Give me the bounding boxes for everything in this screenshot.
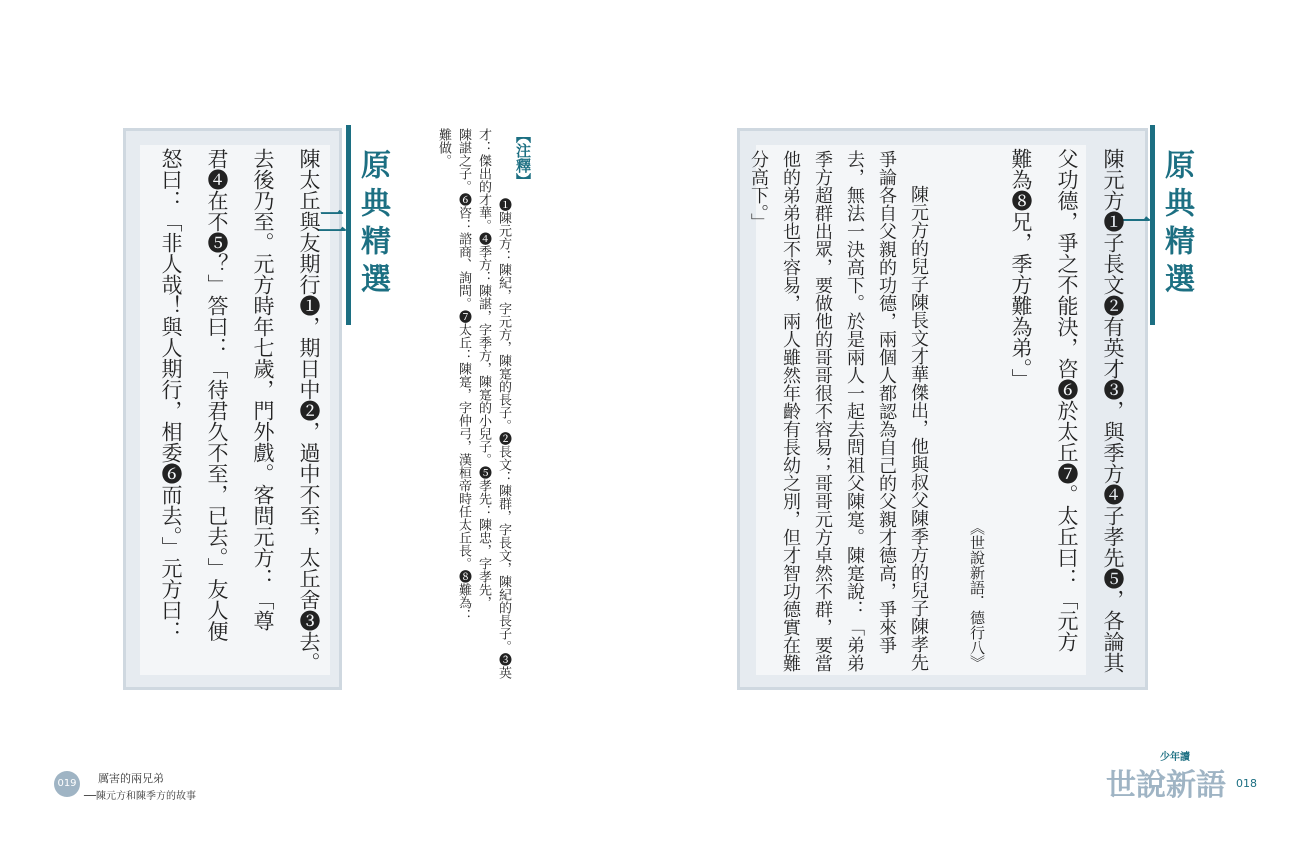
translation-col-6: 分高下。」 <box>748 150 769 231</box>
notes-col-1: ❶陳元方：陳紀，字元方，陳寔的長子。❷長文：陳群，字長文，陳紀的長子。❸英 <box>496 198 511 679</box>
notes-col-4: 難做。 <box>436 128 451 167</box>
source-citation: 《世說新語．德行八》 <box>968 520 986 670</box>
logo-small-text: 少年讀 <box>1160 752 1190 763</box>
original-col-3: 君❹在不❺？」答曰：「待君久不至，已去。」友人便 <box>205 148 229 642</box>
original-col-1: 陳太丘與友期行❶，期日中❷，過中不至，太丘舍❸去。 <box>297 148 321 673</box>
footer-title: 厲害的兩兄弟 <box>98 772 164 785</box>
translation-col-3: 去，無法一決高下。於是兩人一起去問祖父陳寔。陳寔說：「弟弟 <box>844 150 865 672</box>
section-title-2: 原典精選二 <box>346 125 394 325</box>
page-number-right: 018 <box>1236 777 1257 790</box>
original-col-2: 父功德，爭之不能決，咨❻於太丘❼。太丘曰：「元方 <box>1055 148 1079 652</box>
notes-col-2: 才：傑出的才華。❹季方：陳諶，字季方，陳寔的小兒子。❺孝先：陳忠，字孝先， <box>476 128 491 609</box>
original-col-4: 怒曰：「非人哉！與人期行，相委❻而去。」元方曰： <box>159 148 183 642</box>
logo-main-text: 世說新語 <box>1106 768 1226 803</box>
notes-title: 【注釋】 <box>514 128 532 188</box>
original-col-2: 去後乃至。元方時年七歲，門外戲。客問元方：「尊 <box>251 148 275 631</box>
translation-col-5: 他的弟弟也不容易，兩人雖然年齡有長幼之別，但才智功德實在難 <box>780 150 801 672</box>
translation-col-1: 陳元方的兒子陳長文才華傑出，他與叔父陳季方的兒子陳孝先 <box>908 185 929 671</box>
section-title-1: 原典精選一 <box>1150 125 1198 325</box>
original-col-3: 難為❽兄，季方難為弟。」 <box>1009 148 1033 390</box>
notes-col-3: 陳諶之子。❻咨：諮商、詢問。❼太丘：陳寔，字仲弓，漢桓帝時任太丘長。❽難為： <box>456 128 471 622</box>
footer-subtitle: ──陳元方和陳季方的故事 <box>84 791 197 802</box>
page-number-left: 019 <box>54 771 80 797</box>
original-col-1: 陳元方❶子長文❷有英才❸，與季方❹子孝先❺，各論其 <box>1101 148 1125 673</box>
translation-col-2: 爭論各自父親的功德，兩個人都認為自己的父親才德高，爭來爭 <box>876 150 897 654</box>
translation-col-4: 季方超群出眾，要做他的哥哥很不容易；哥哥元方卓然不群，要當 <box>812 150 833 672</box>
